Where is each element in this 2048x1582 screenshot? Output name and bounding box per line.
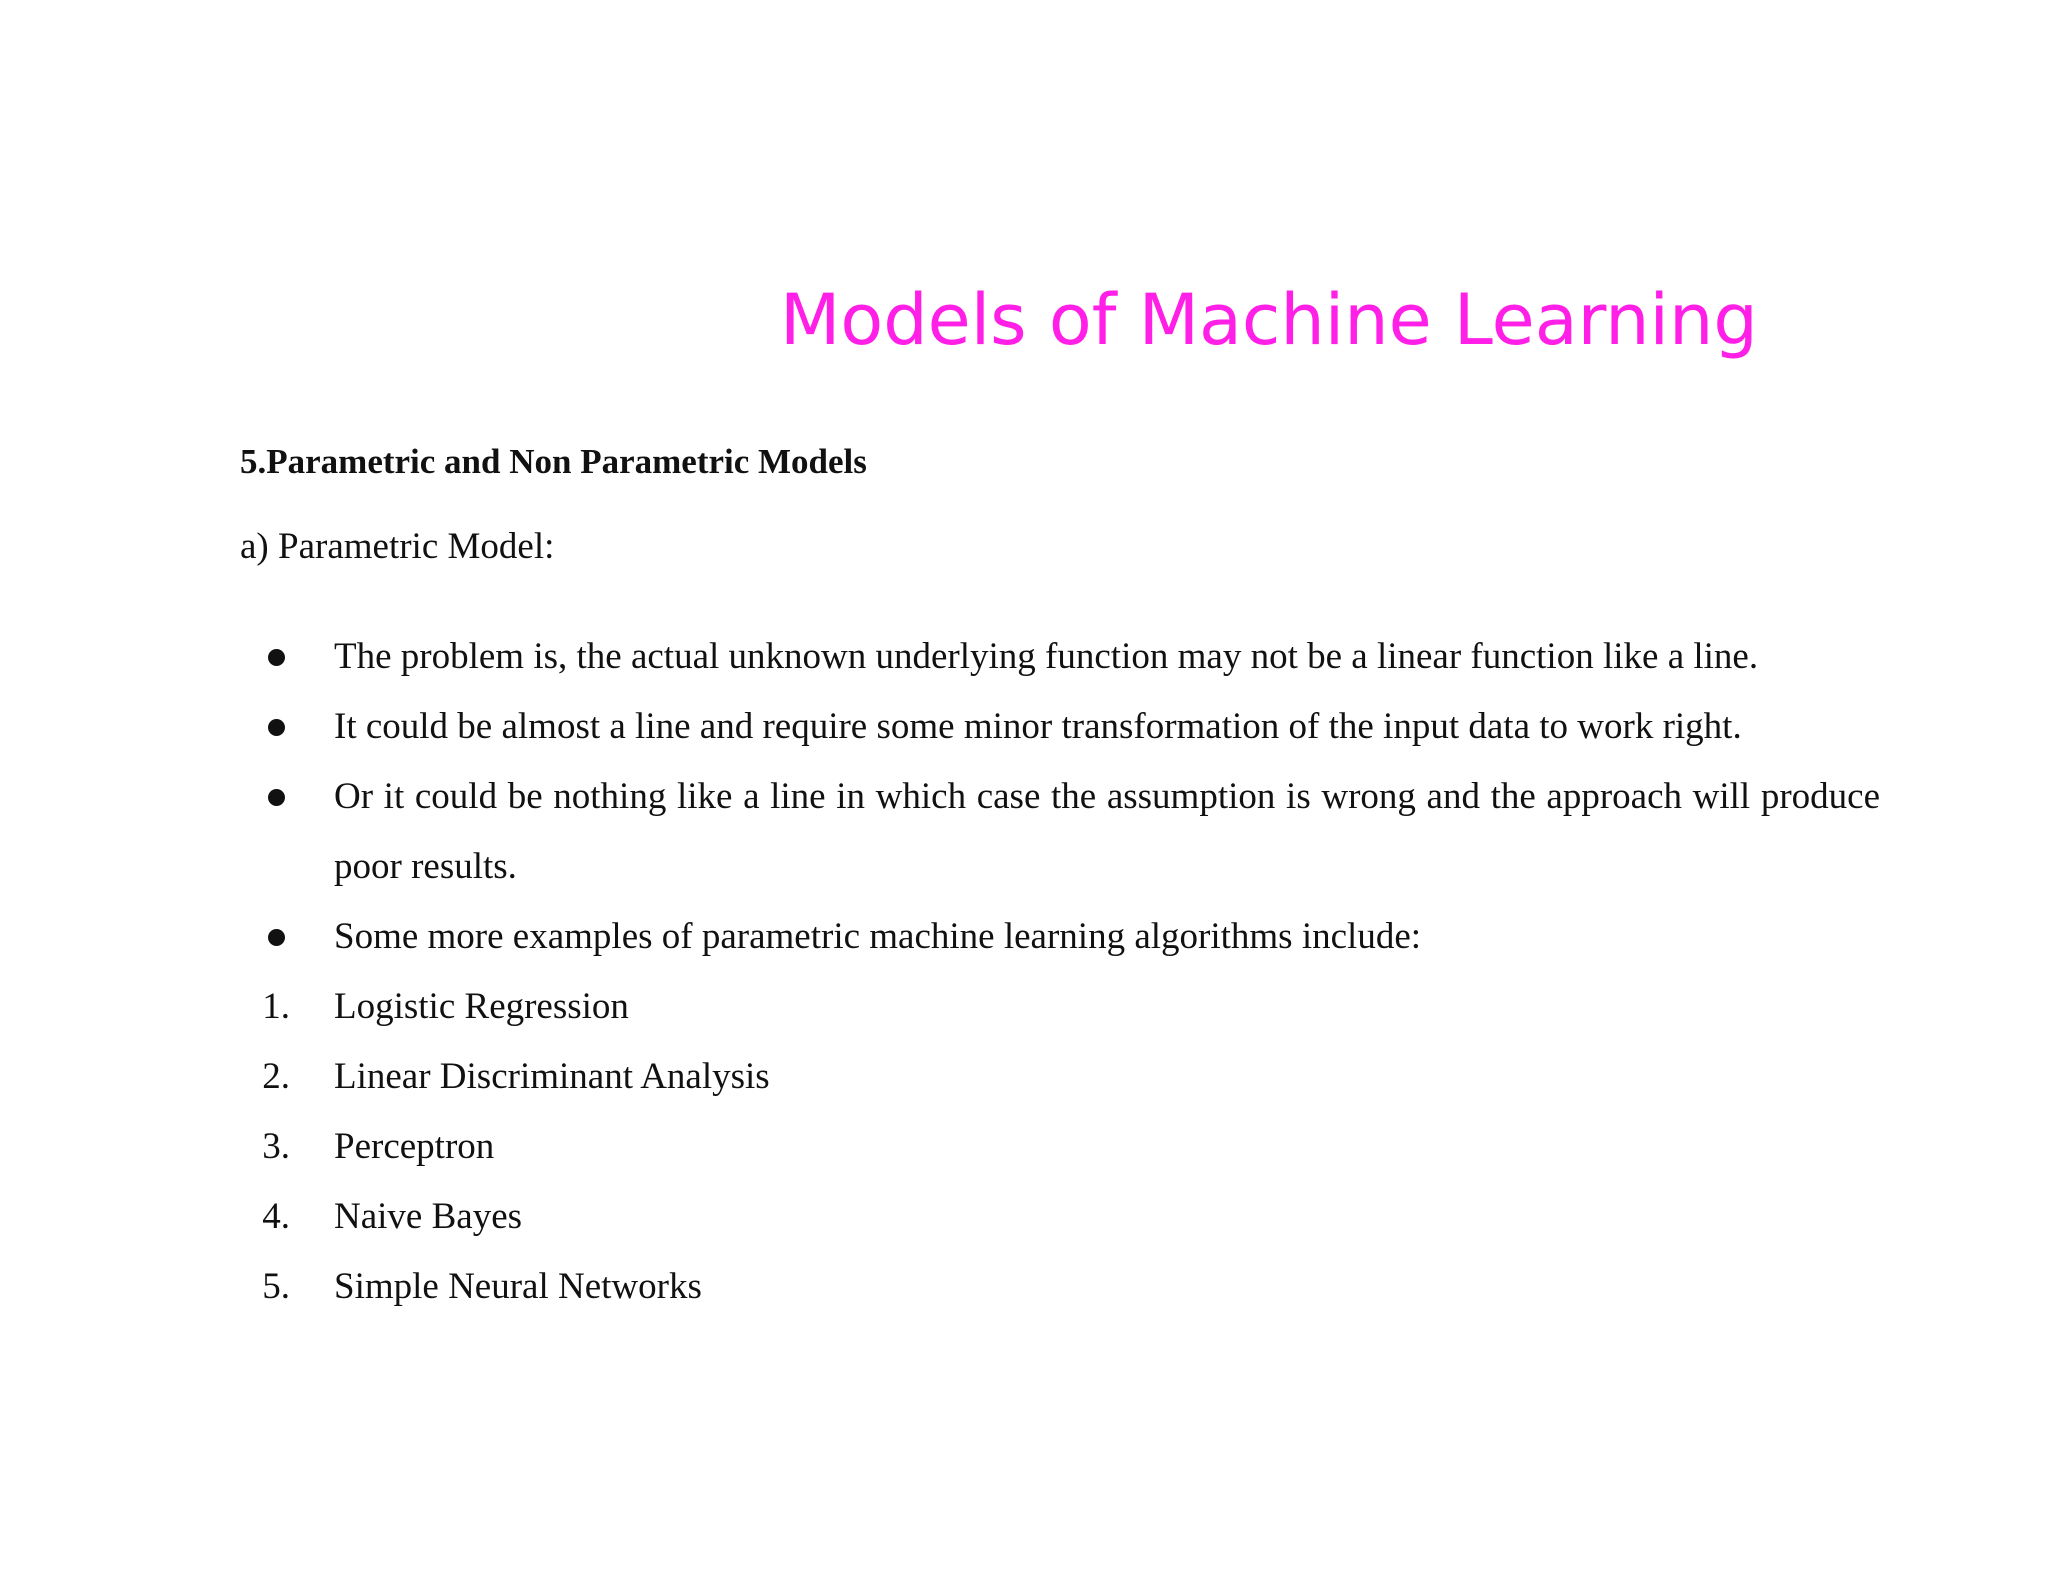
bullet-text: Or it could be nothing like a line in which case the assumption is wrong and the approach will produce poor results. bbox=[334, 776, 1880, 887]
list-number: 2. bbox=[262, 1056, 290, 1097]
bullet-icon bbox=[268, 789, 285, 806]
bullet-item bbox=[240, 692, 1880, 762]
bullet-item bbox=[240, 622, 1880, 692]
bullet-icon bbox=[268, 929, 285, 946]
numbered-text: Linear Discriminant Analysis bbox=[334, 1056, 770, 1097]
list-number: 4. bbox=[262, 1196, 290, 1237]
content-list bbox=[240, 622, 1880, 1322]
page-title: Models of Machine Learning bbox=[780, 279, 1758, 361]
numbered-text: Simple Neural Networks bbox=[334, 1266, 702, 1307]
bullet-text: Some more examples of parametric machine learning algorithms include: bbox=[334, 916, 1422, 957]
numbered-text: Naive Bayes bbox=[334, 1196, 523, 1237]
bullet-item bbox=[240, 762, 1880, 902]
list-number: 5. bbox=[262, 1266, 290, 1307]
bullet-item bbox=[240, 902, 1880, 972]
numbered-text: Logistic Regression bbox=[334, 986, 629, 1027]
bullet-text: The problem is, the actual unknown underlying function may not be a linear function like a line. bbox=[334, 636, 1759, 677]
numbered-item bbox=[240, 1252, 1880, 1322]
numbered-item bbox=[240, 1182, 1880, 1252]
bullet-icon bbox=[268, 719, 285, 736]
list-number: 1. bbox=[262, 986, 290, 1027]
bullet-icon bbox=[268, 649, 285, 666]
numbered-item bbox=[240, 972, 1880, 1042]
section-heading: 5.Parametric and Non Parametric Models bbox=[240, 442, 867, 481]
numbered-item bbox=[240, 1042, 1880, 1112]
subheading: a) Parametric Model: bbox=[240, 526, 555, 567]
bullet-text: It could be almost a line and require some minor transformation of the input data to work right. bbox=[334, 706, 1742, 747]
numbered-item bbox=[240, 1112, 1880, 1182]
list-number: 3. bbox=[262, 1126, 290, 1167]
numbered-text: Perceptron bbox=[334, 1126, 495, 1167]
